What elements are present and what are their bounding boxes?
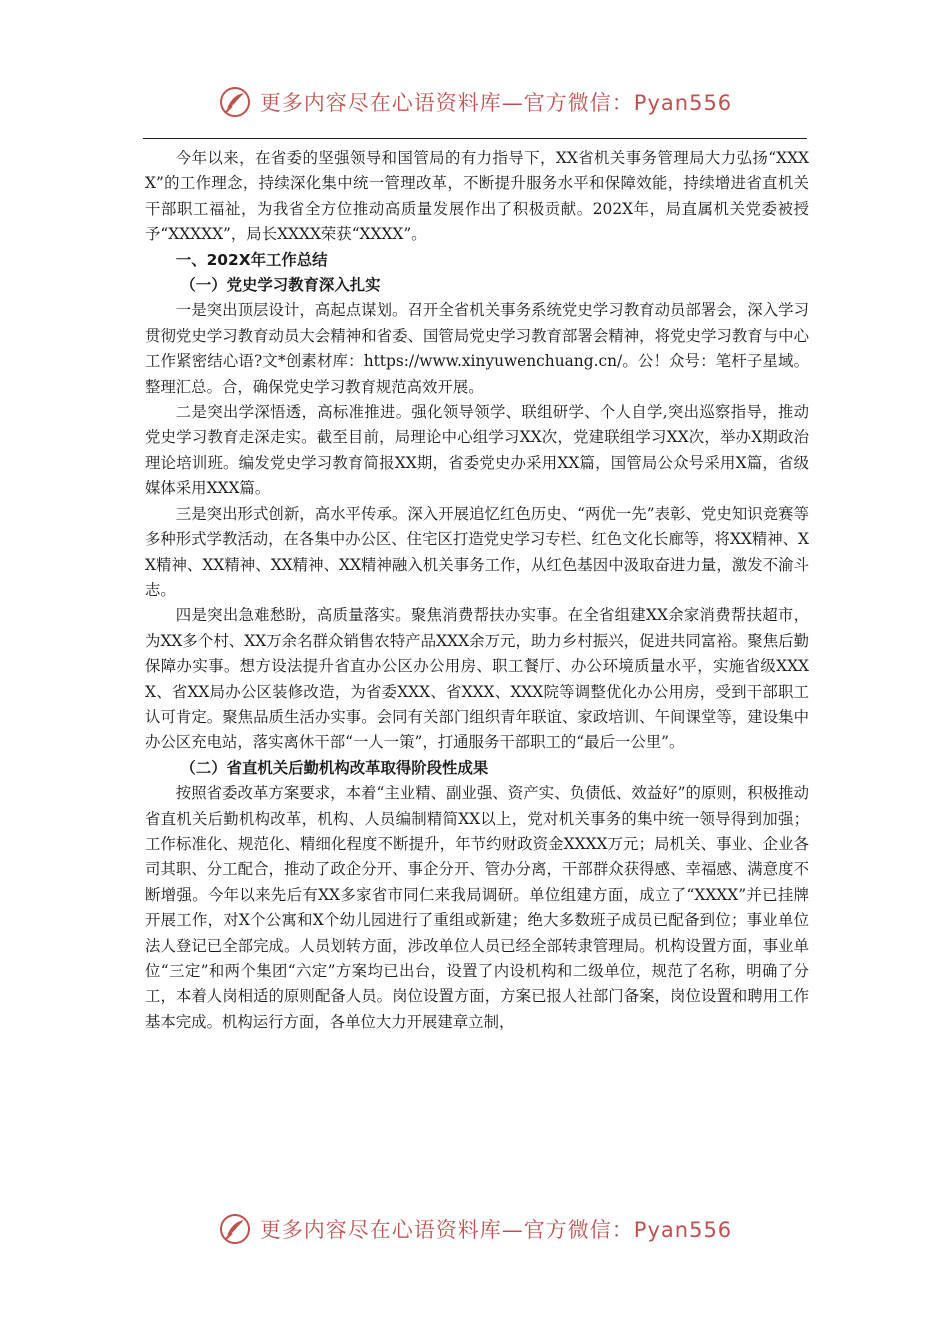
- body-paragraph: 四是突出急难愁盼，高质量落实。聚焦消费帮扶办实事。在全省组建XX余家消费帮扶超市，为XX多个村、XX万余名群众销售农特产品XXX余万元，助力乡村振兴，促进共同富裕。聚焦后勤保障办实事。想方设法提升省直办公区办公用房、职工餐厅、办公环境质量水平，实施省级XXXX、省XX局办公区装修改造，为省委XXX、省XXX、XXX院等调整优化办公用房，受到干部职工认可肯定。聚焦品质生活办实事。会同有关部门组织青年联谊、家政培训、午间课堂等，建设集中办公区充电站，落实离休干部“一人一策”，打通服务干部职工的“最后一公里”。: [145, 606, 809, 752]
- body-paragraph: 二是突出学深悟透，高标准推进。强化领导领学、联组研学、个人自学,突出巡察指导，推动党史学习教育走深走实。截至目前，局理论中心组学习XX次，党建联组学习XX次，举办X期政治理论培训班。编发党史学习教育简报XX期，省委党史办采用XX篇，国管局公众号采用X篇，省级媒体采用XXX篇。: [145, 403, 809, 498]
- body-paragraph: 一是突出顶层设计，高起点谋划。召开全省机关事务系统党史学习教育动员部署会，深入学习贯彻党史学习教育动员大会精神和省委、国管局党史学习教育部署会精神，将党史学习教育与中心工作紧密结心语?文*创素材库：https://www.xinyuwenchuang.cn/。公！众号：笔杆子星域。整理汇总。合，确保党史学习教育规范高效开展。: [145, 301, 809, 396]
- header-rule: [143, 138, 807, 139]
- subsection-heading-2: （二）省直机关后勤机构改革取得阶段性成果: [180, 758, 489, 777]
- document-body: [145, 146, 809, 1035]
- pen-logo-icon: [218, 85, 252, 119]
- intro-paragraph: 今年以来，在省委的坚强领导和国管局的有力指导下，XX省机关事务管理局大力弘扬“XXXX”的工作理念，持续深化集中统一管理改革，不断提升服务水平和保障效能，持续增进省直机关干部职工福祉，为我省全方位推动高质量发展作出了积极贡献。202X年，局直属机关党委被授予“XXXXX”，局长XXXX荣获“XXXX”。: [145, 149, 809, 244]
- section-heading-1: 一、202X年工作总结: [175, 250, 328, 269]
- header-banner: [0, 80, 950, 124]
- footer-banner: [0, 1207, 950, 1251]
- pen-logo-icon: [218, 1212, 252, 1246]
- body-paragraph: 三是突出形式创新，高水平传承。深入开展追忆红色历史、“两优一先”表彰、党史知识竞赛等多种形式学教活动，在各集中办公区、住宅区打造党史学习专栏、红色文化长廊等，将XX精神、XX精神、XX精神、XX精神、XX精神融入机关事务工作，从红色基因中汲取奋进力量，激发不渝斗志。: [145, 504, 809, 599]
- header-banner-text: 更多内容尽在心语资料库—官方微信：Pyan556: [259, 91, 733, 115]
- body-paragraph: 按照省委改革方案要求，本着“主业精、副业强、资产实、负债低、效益好”的原则，积极推动省直机关后勤机构改革，机构、人员编制精简XX以上，党对机关事务的集中统一领导得到加强；工作标准化、规范化、精细化程度不断提升，年节约财政资金XXXX万元；局机关、事业、企业各司其职、分工配合，推动了政企分开、事企分开、管办分离，干部群众获得感、幸福感、满意度不断增强。今年以来先后有XX多家省市同仁来我局调研。单位组建方面，成立了“XXXX”并已挂牌开展工作，对X个公寓和X个幼儿园进行了重组或新建；绝大多数班子成员已配备到位；事业单位法人登记已全部完成。人员划转方面，涉改单位人员已经全部转隶管理局。机构设置方面，事业单位“三定”和两个集团“六定”方案均已出台，设置了内设机构和二级单位，规范了名称，明确了分工，本着人岗相适的原则配备人员。岗位设置方面，方案已报人社部门备案，岗位设置和聘用工作基本完成。机构运行方面，各单位大力开展建章立制，: [145, 784, 809, 1031]
- footer-banner-text: 更多内容尽在心语资料库—官方微信：Pyan556: [259, 1218, 733, 1242]
- subsection-heading-1: （一）党史学习教育深入扎实: [180, 276, 381, 295]
